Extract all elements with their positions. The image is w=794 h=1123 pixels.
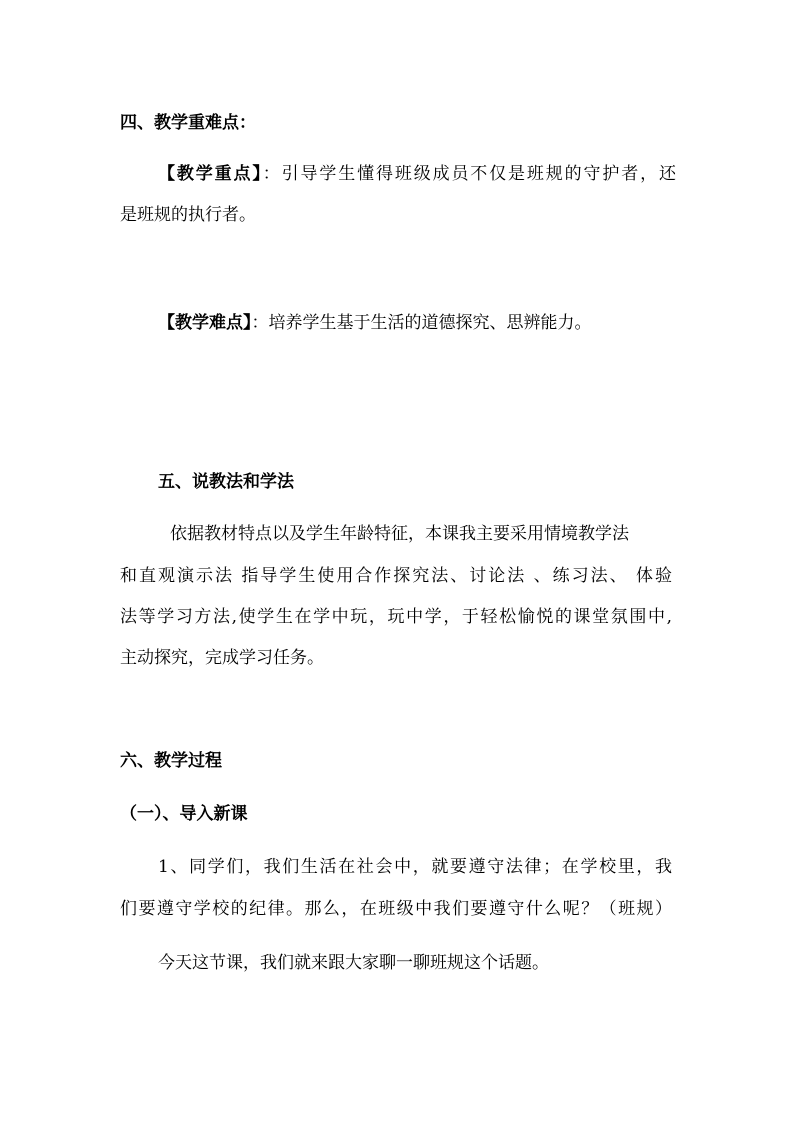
section6-line-1: 1、同学们，我们生活在社会中，就要遵守法律；在学校里，我 [158, 857, 672, 877]
teaching-difficulty-text: ：培养学生基于生活的道德探究、思辨能力。 [251, 313, 592, 333]
teaching-difficulty-label: 【教学难点】 [158, 313, 252, 333]
teaching-focus-label: 【教学重点】 [158, 164, 263, 184]
section5-line-4: 主动探究，完成学习任务。 [120, 648, 324, 668]
section5-heading: 五、说教法和学法 [158, 472, 294, 492]
section6-subheading: （一）、导入新课 [120, 804, 248, 824]
section6-line-3: 今天这节课，我们就来跟大家聊一聊班规这个话题。 [158, 953, 549, 973]
section6-heading: 六、教学过程 [120, 751, 222, 771]
section6-line-2: 们要遵守学校的纪律。那么，在班级中我们要遵守什么呢？（班规） [120, 899, 672, 919]
section4-heading: 四、教学重难点： [120, 113, 256, 133]
teaching-difficulty-line [158, 311, 592, 335]
section5-line-2: 和直观演示法 指导学生使用合作探究法、讨论法 、练习法、 体验 [120, 566, 672, 586]
section5-line-3: 法等学习方法,使学生在学中玩，玩中学，于轻松愉悦的课堂氛围中, [120, 607, 672, 627]
teaching-focus-line1 [158, 162, 676, 186]
teaching-focus-text: ：引导学生懂得班级成员不仅是班规的守护者，还 [262, 164, 677, 184]
section5-line-1: 依据教材特点以及学生年龄特征，本课我主要采用情境教学法 [170, 524, 629, 544]
teaching-focus-line2: 是班规的执行者。 [120, 205, 256, 225]
